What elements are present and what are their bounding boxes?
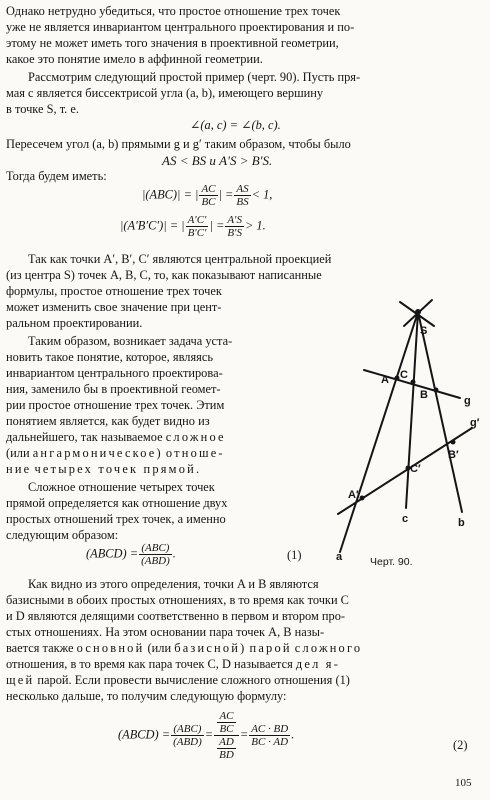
text-line (6, 430, 226, 446)
text-line: Таким образом, возникает задача уста- (28, 334, 233, 348)
eq-mid: | = (218, 187, 234, 202)
fraction (171, 723, 204, 748)
fraction (234, 183, 250, 208)
denominator: BS (236, 196, 249, 208)
page-number: 105 (455, 777, 472, 789)
text-run: парой. Если провести вычисление сложного отношения (1) (37, 673, 350, 687)
eq-right: . (291, 727, 295, 742)
text-line: Однако нетрудно убедиться, что простое отношение трех точек (6, 4, 341, 18)
angle-equation: ∠(a, c) = ∠(b, c). (190, 118, 281, 132)
text-line: этому не может иметь того значения в проективной геометрии, (6, 36, 339, 50)
text-line: Сложное отношение четырех точек (28, 480, 215, 494)
text-line: ния, заменило бы в проективной геомет- (6, 382, 221, 396)
point-c (411, 380, 416, 385)
figure-caption: Черт. 90. (370, 556, 413, 568)
text-line: и D являются делящими соответственно в первом и втором про- (6, 609, 346, 623)
denominator: (ABD) (173, 736, 202, 748)
equals-sign: = (204, 727, 214, 742)
spaced-term: сложного (294, 641, 363, 655)
text-line: уже не является инвариантом центрального проектирования и по- (6, 20, 355, 34)
text-run: (или (6, 446, 30, 460)
numerator: AD (219, 736, 234, 748)
fraction (217, 736, 236, 761)
label-c-prime: C′ (410, 463, 421, 475)
denominator: B′S (227, 227, 242, 239)
denominator: BC (219, 723, 234, 735)
numerator: AC · BD (251, 723, 289, 735)
spaced-term: парой (249, 641, 292, 655)
cross-ratio-definition (86, 542, 176, 567)
text-line (6, 446, 225, 462)
fraction (225, 214, 244, 239)
point-s (415, 309, 421, 315)
eq-left: (ABCD) = (86, 546, 139, 561)
spaced-term: ние (6, 462, 32, 476)
fraction (199, 183, 217, 208)
compound-numerator (214, 710, 239, 736)
text-line: инвариантом центрального проектирова- (6, 366, 223, 380)
label-a: A (381, 374, 389, 386)
fraction (249, 723, 290, 748)
text-line: Тогда будем иметь: (6, 169, 107, 183)
fraction (186, 214, 209, 239)
label-a-line: a (336, 551, 343, 560)
text-line: понятием является, как будет видно из (6, 414, 210, 428)
eq-right: . (172, 546, 176, 561)
text-line: ральном проектировании. (6, 316, 143, 330)
label-a-prime: A′ (348, 489, 359, 501)
numerator: (ABC) (171, 723, 204, 736)
label-b-prime: B′ (448, 449, 459, 461)
equation-number: (1) (287, 548, 302, 562)
numerator: AC (201, 183, 216, 195)
eq-right: < 1, (251, 187, 273, 202)
label-b: B (420, 389, 428, 401)
inequality-equation: AS < BS и A′S > B′S. (162, 153, 273, 168)
equation-number: (2) (453, 738, 468, 752)
text-line: формулы, простое отношение трех точек (6, 284, 222, 298)
text-line (6, 462, 201, 478)
text-line: простых отношений трех точек, а именно (6, 512, 226, 526)
numerator: A′S (227, 214, 242, 226)
denominator: BC (201, 196, 216, 208)
fraction (139, 542, 172, 567)
equals-sign: = (239, 727, 249, 742)
figure-90 (322, 298, 490, 560)
text-line: новить такое понятие, которое, являясь (6, 350, 213, 364)
label-c-line: c (402, 513, 409, 525)
numerator: A′C′ (187, 214, 207, 226)
eq-right: > 1. (244, 218, 266, 233)
text-line: Так как точки A′, B′, C′ являются центральной проекцией (28, 252, 332, 266)
point-b (434, 388, 439, 393)
compound-fraction (214, 710, 239, 761)
text-line (6, 641, 362, 657)
spaced-term: ангармоническое) (32, 446, 163, 460)
text-line: Рассмотрим следующий простой пример (черт. 90). Пусть пря- (28, 70, 361, 84)
text-run: отношения, в то время как пара точек C, D называется (6, 657, 293, 671)
label-c: C (400, 369, 408, 381)
spaced-term: сложное (165, 430, 226, 444)
label-g: g (464, 395, 471, 407)
text-line: следующим образом: (6, 528, 119, 542)
label-s: S (420, 325, 428, 337)
text-line (6, 673, 350, 689)
denominator: BC · AD (251, 736, 289, 748)
compound-denominator (214, 736, 239, 761)
numerator: (ABC) (139, 542, 172, 555)
denominator: B′C′ (187, 227, 207, 239)
text-line: Пересечем угол (a, b) прямыми g и g′ таким образом, чтобы было (6, 137, 351, 151)
text-line: базисными в обоих простых отношениях, в то время как точки C (6, 593, 349, 607)
text-run: дальнейшего, так называемое (6, 430, 163, 444)
eq-left: |(ABC)| = | (142, 187, 199, 202)
numerator: AS (236, 183, 249, 195)
label-b-line: b (458, 517, 465, 529)
eq-left: (ABCD) = (118, 727, 171, 742)
numerator: AC (219, 710, 234, 722)
text-line: несколько дальше, то получим следующую формулу: (6, 689, 287, 703)
spaced-term: щей (6, 673, 35, 687)
simple-ratio-equation (142, 183, 272, 208)
line-b (418, 312, 462, 512)
text-run: (или (147, 641, 172, 655)
fraction (217, 710, 235, 735)
spaced-term: четырех точек прямой. (34, 462, 202, 476)
denominator: BD (219, 749, 234, 761)
label-g-prime: g′ (470, 417, 480, 429)
text-line: прямой определяется как отношение двух (6, 496, 228, 510)
text-line: может изменить свое значение при цент- (6, 300, 222, 314)
text-run: вается также (6, 641, 74, 655)
eq-mid: | = (209, 218, 225, 233)
point-a-prime (360, 496, 365, 501)
spaced-term: основной (76, 641, 145, 655)
eq-left: |(A′B′C′)| = | (120, 218, 185, 233)
text-line: рии простое отношение трех точек. Этим (6, 398, 225, 412)
point-a (395, 376, 400, 381)
text-line: мая c является биссектрисой угла (a, b), имеющего вершину (6, 86, 324, 100)
spaced-term: базисной) (174, 641, 247, 655)
text-line: какое это понятие имело в аффинной геометрии. (6, 52, 263, 66)
spaced-term: дел я- (295, 657, 341, 671)
text-line: Как видно из этого определения, точки A и B являются (28, 577, 319, 591)
projected-ratio-equation (120, 214, 266, 239)
point-b-prime (451, 440, 456, 445)
cross-ratio-formula (118, 710, 294, 761)
text-line (6, 657, 340, 673)
text-line: (из центра S) точек A, B, C, то, как показывают написанные (6, 268, 322, 282)
denominator: (ABD) (141, 555, 170, 567)
spaced-term: отноше- (165, 446, 225, 460)
text-line: в точке S, т. е. (6, 102, 79, 116)
text-line: стых отношениях. На этом основании пара точек A, B назы- (6, 625, 325, 639)
